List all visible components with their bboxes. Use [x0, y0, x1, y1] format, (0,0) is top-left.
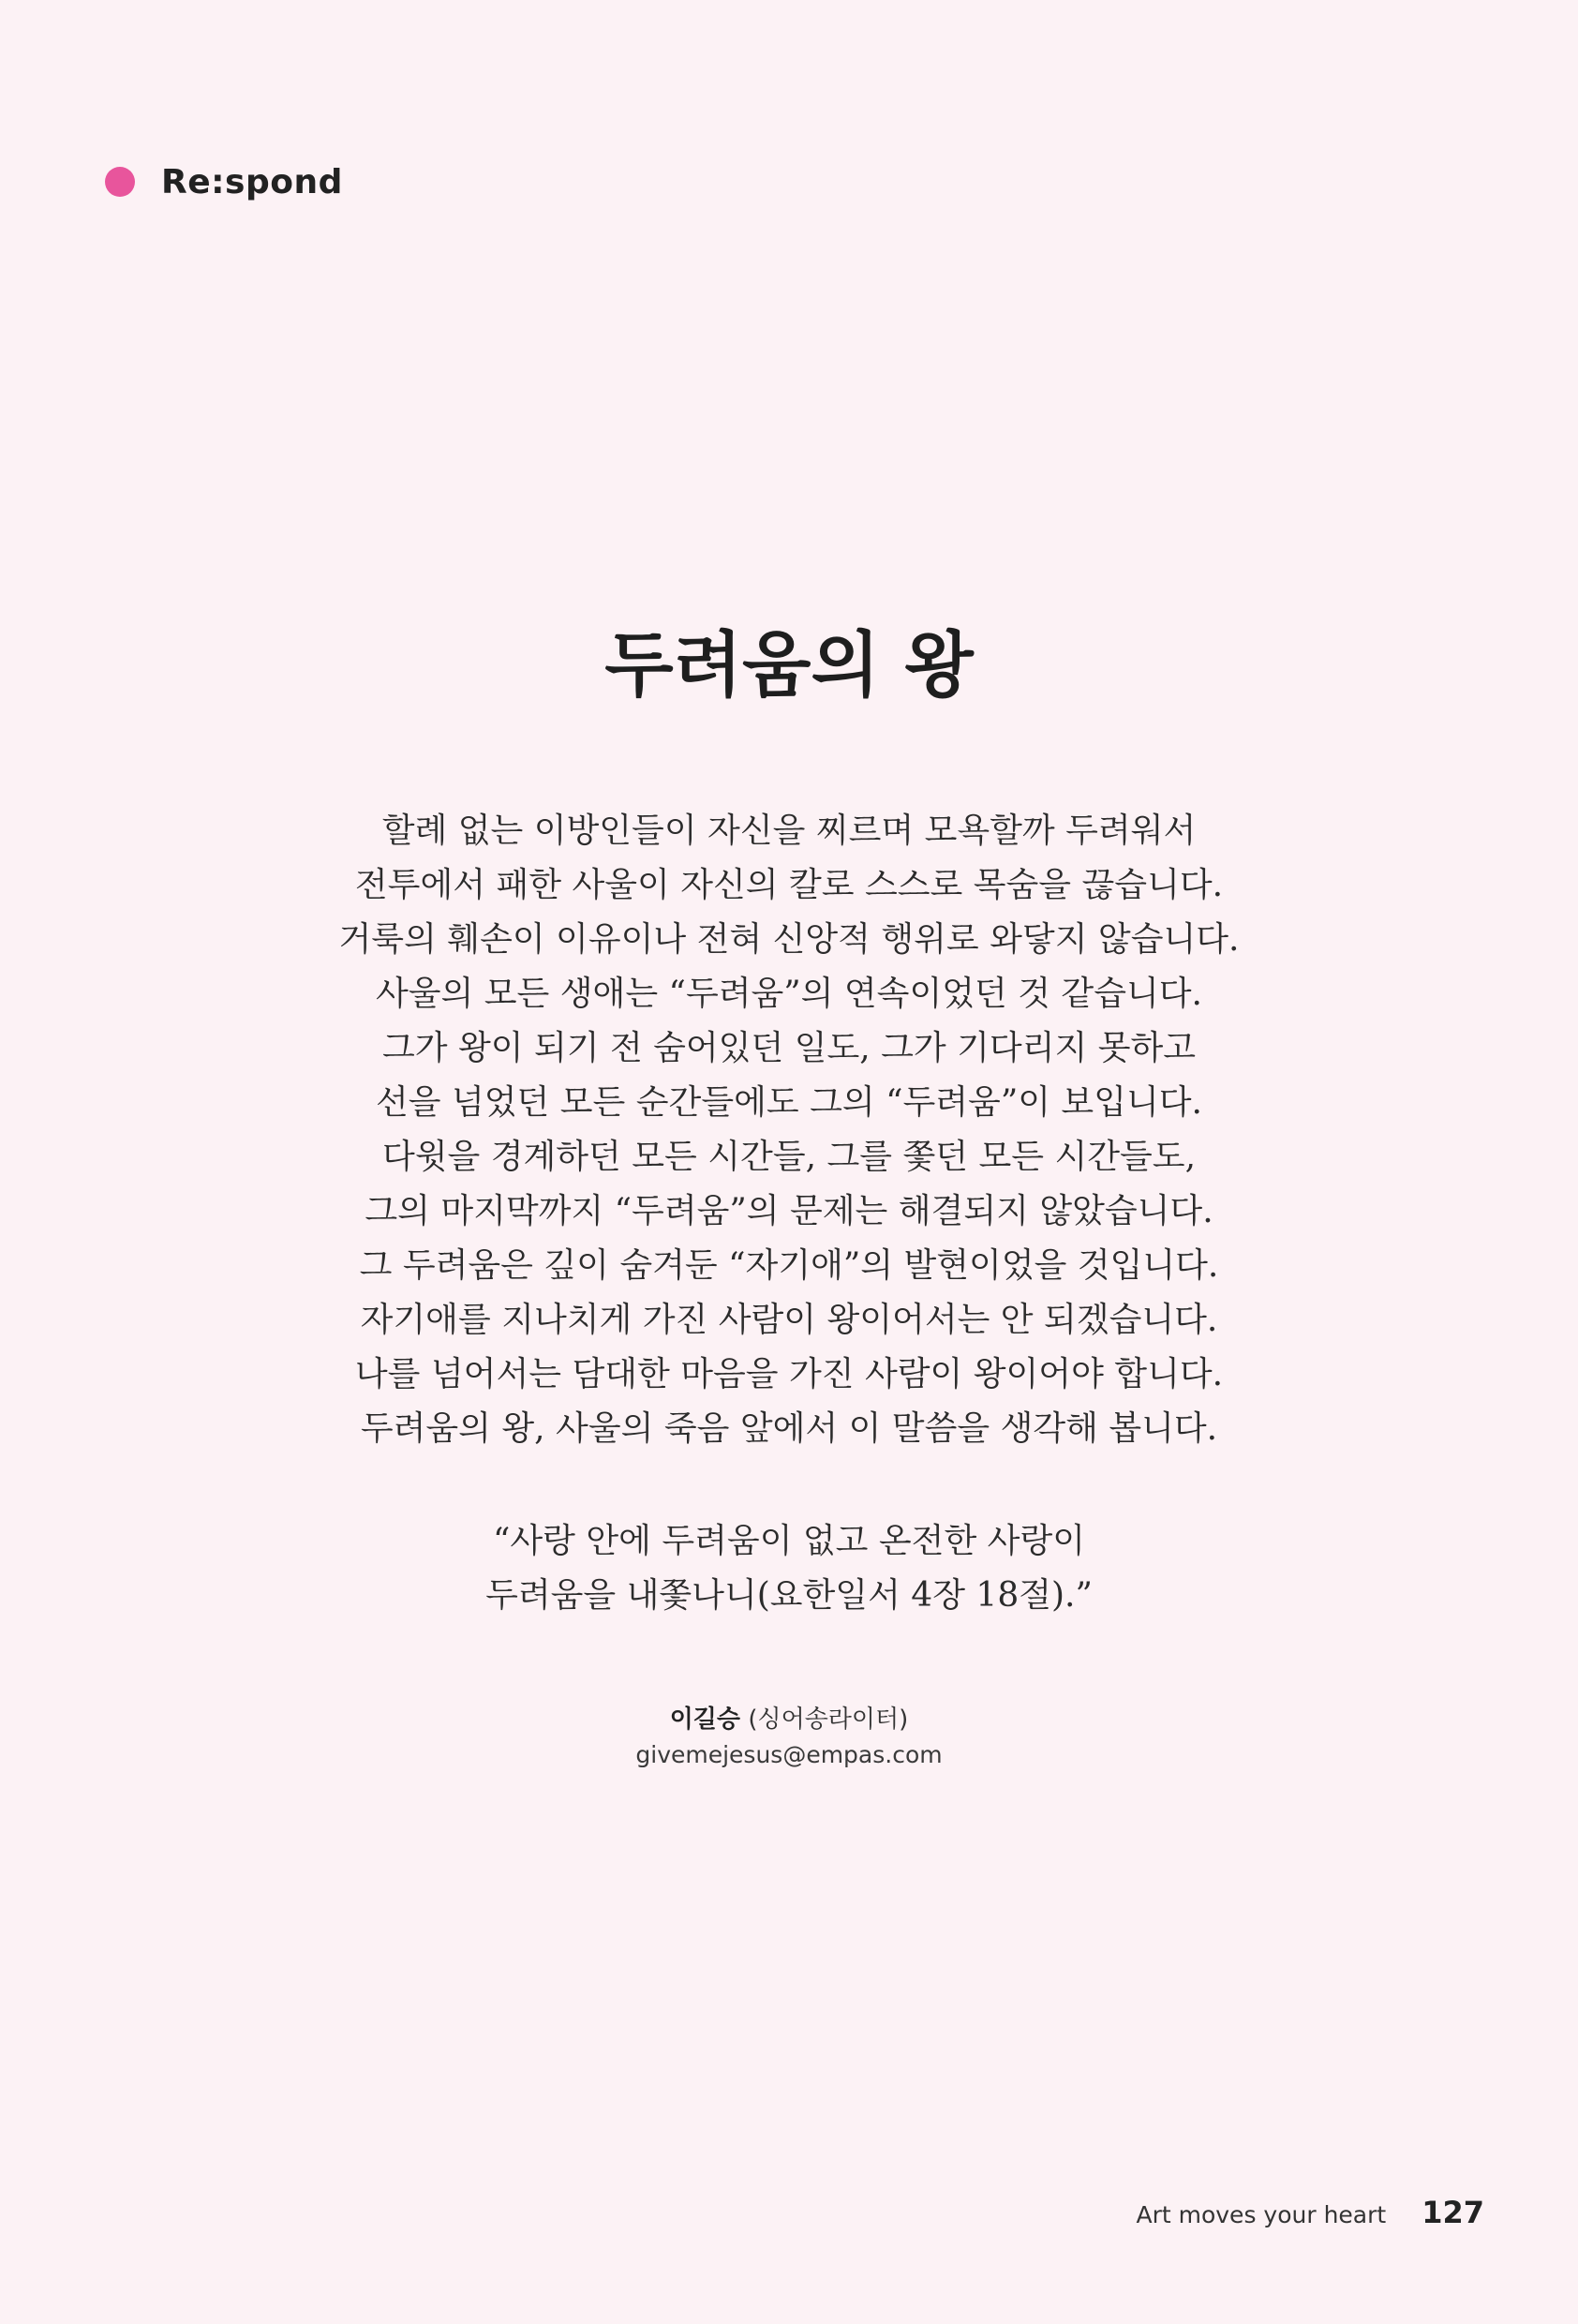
quote-line: 두려움을 내쫓나니(요한일서 4장 18절).”	[485, 1576, 1093, 1615]
page-number: 127	[1422, 2195, 1484, 2230]
section-tag	[105, 157, 343, 206]
body-line: 사울의 모든 생애는 “두려움”의 연속이었던 것 같습니다.	[376, 975, 1202, 1013]
body-line: 전투에서 패한 사울이 자신의 칼로 스스로 목숨을 끊습니다.	[354, 866, 1224, 904]
article-title-part1: 두려움의	[604, 623, 880, 707]
body-line: 다윗을 경계하던 모든 시간들, 그를 쫓던 모든 시간들도,	[381, 1138, 1197, 1176]
article-title	[0, 622, 1578, 708]
section-label: Re:spond	[161, 162, 343, 201]
scripture-quote	[227, 1514, 1351, 1623]
section-dot-icon	[105, 167, 135, 197]
article-title-part2: 왕	[904, 623, 974, 707]
body-line: 할례 없는 이방인들이 자신을 찌르며 모욕할까 두려워서	[381, 812, 1197, 850]
body-line: 거룩의 훼손이 이유이나 전혀 신앙적 행위로 와닿지 않습니다.	[338, 920, 1240, 959]
body-line: 두려움의 왕, 사울의 죽음 앞에서 이 말씀을 생각해 봅니다.	[360, 1409, 1218, 1448]
page-footer	[1136, 2195, 1484, 2230]
body-line: 그가 왕이 되기 전 숨어있던 일도, 그가 기다리지 못하고	[381, 1029, 1197, 1067]
author-role: (싱어송라이터)	[748, 1706, 909, 1734]
footer-tagline: Art moves your heart	[1136, 2201, 1387, 2228]
body-line: 그 두려움은 깊이 숨겨둔 “자기애”의 발현이었을 것입니다.	[359, 1246, 1219, 1285]
body-line: 선을 넘었던 모든 순간들에도 그의 “두려움”이 보입니다.	[376, 1083, 1202, 1122]
article-body	[227, 804, 1351, 1456]
body-line: 자기애를 지나치게 가진 사람이 왕이어서는 안 되겠습니다.	[360, 1301, 1218, 1339]
author-name: 이길승	[669, 1706, 741, 1734]
body-line: 나를 넘어서는 담대한 마음을 가진 사람이 왕이어야 합니다.	[354, 1355, 1224, 1393]
quote-line: “사랑 안에 두려움이 없고 온전한 사랑이	[492, 1522, 1086, 1560]
author-credit	[0, 1702, 1578, 1773]
author-email: givemejesus@empas.com	[635, 1741, 943, 1768]
body-line: 그의 마지막까지 “두려움”의 문제는 해결되지 않았습니다.	[365, 1192, 1213, 1230]
